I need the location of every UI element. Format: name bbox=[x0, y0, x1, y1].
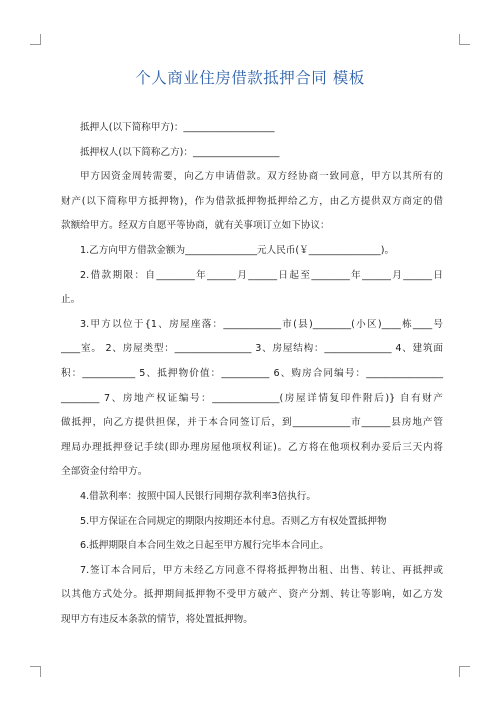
crop-mark-bottom-left bbox=[30, 666, 41, 677]
crop-mark-bottom-right bbox=[459, 666, 470, 677]
clause-3-line-2: ____室。 2、房屋类型：________________ 3、房屋结构：______________ 4、建筑面 bbox=[61, 343, 443, 355]
preamble-line-2: 财产(以下简称甲方抵押物)，作为借款抵押物抵押给乙方，由乙方提供双方商定的借 bbox=[61, 195, 443, 207]
crop-mark-top-right bbox=[459, 34, 470, 45]
clause-3-line-1: 3.甲方以位于{1、房屋座落：____________市(县)________(小区)____栋____号 bbox=[80, 318, 443, 330]
preamble-line-3: 款额给甲方。经双方自愿平等协商，就有关事项订立如下协议： bbox=[61, 220, 330, 232]
clause-1: 1.乙方向甲方借款金额为_______________元人民币(￥_______________)。 bbox=[80, 244, 395, 256]
document-title: 个人商业住房借款抵押合同 模板 bbox=[135, 69, 365, 87]
clause-2-line-2: 止。 bbox=[61, 294, 81, 306]
clause-3-line-3: 积：___________ 5、抵押物价值：__________ 6、购房合同编号：________________ bbox=[61, 367, 443, 379]
clause-5: 5.甲方保证在合同规定的期限内按期还本付息。否则乙方有权处置抵押物 bbox=[80, 515, 387, 527]
clause-7-line-2: 以其他方式处分。抵押期间抵押物不受甲方破产、资产分割、转让等影响，如乙方发 bbox=[61, 589, 443, 601]
preamble-line-1: 甲方因资金周转需要，向乙方申请借款。双方经协商一致同意，甲方以其所有的 bbox=[80, 171, 443, 183]
clause-3-line-7: 全部资金付给甲方。 bbox=[61, 466, 148, 478]
crop-mark-top-left bbox=[30, 34, 41, 45]
mortgagor-line: 抵押人(以下简称甲方)：___________________ bbox=[80, 122, 275, 133]
clause-4: 4.借款利率：按照中国人民银行同期存款利率3倍执行。 bbox=[80, 490, 316, 502]
clause-2-line-1: 2.借款期限：自________年______月______日起至________年______月______日 bbox=[80, 269, 443, 281]
clause-7-line-3: 现甲方有违反本条款的情节，将处置抵押物。 bbox=[61, 613, 253, 625]
document-body bbox=[61, 116, 443, 632]
mortgagee-line: 抵押权人(以下简称乙方)：__________________ bbox=[80, 146, 280, 158]
clause-7-line-1: 7.签订本合同后，甲方未经乙方同意不得将抵押物出租、出售、转让、再抵押或 bbox=[80, 564, 443, 576]
clause-6: 6.抵押期限自本合同生效之日起至甲方履行完毕本合同止。 bbox=[80, 540, 329, 552]
clause-3-line-4: ________ 7、房地产权证编号：______________(房屋详情复印件附后)} 自有财产 bbox=[61, 392, 443, 404]
clause-3-line-6: 理局办理抵押登记手续(即办理房屋他项权利证)。乙方将在他项权利办妥后三天内将 bbox=[61, 441, 443, 453]
clause-3-line-5: 做抵押，向乙方提供担保，并于本合同签订后，到____________市______县房地产管 bbox=[61, 417, 443, 429]
